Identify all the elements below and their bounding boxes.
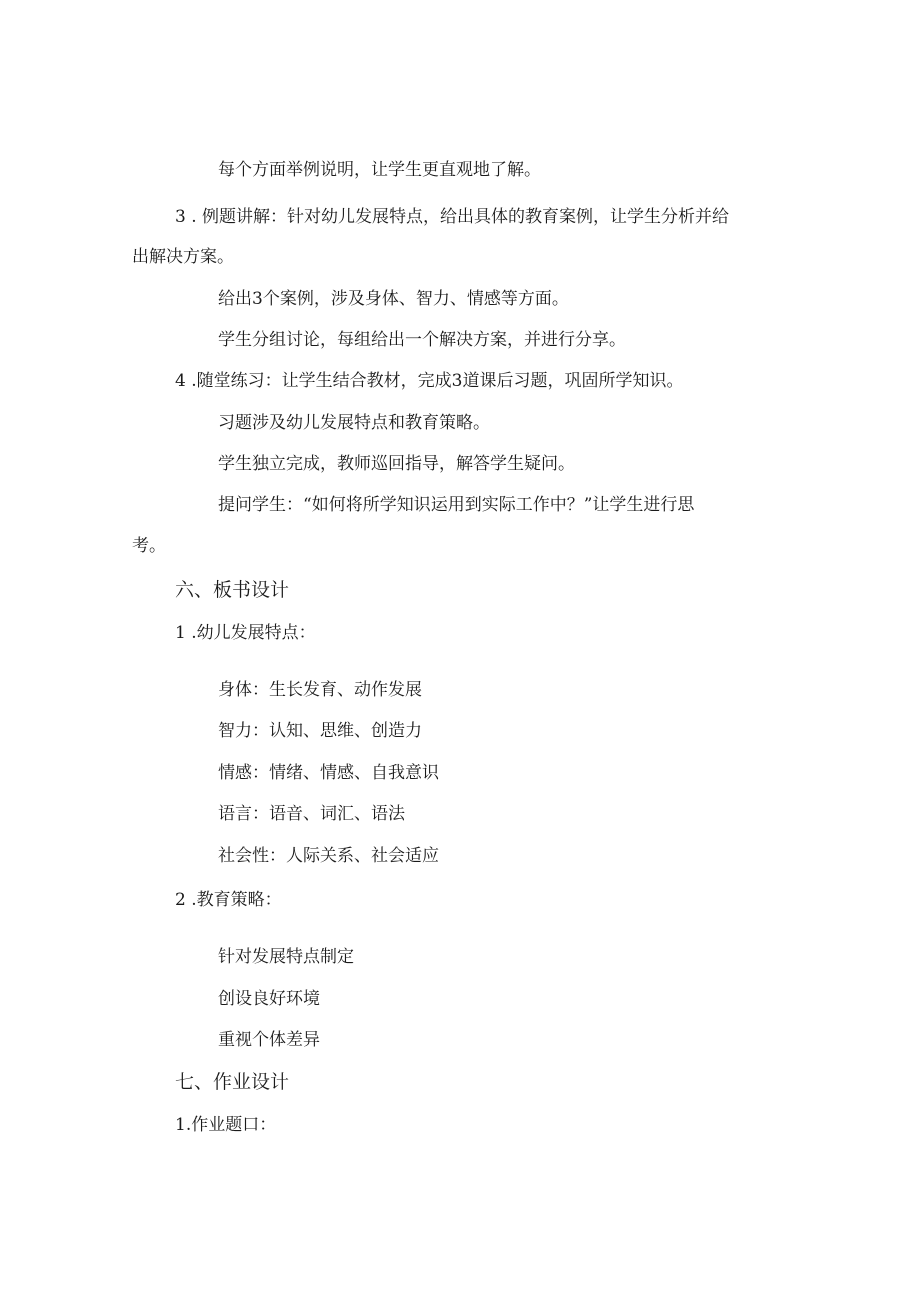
homework-item-1: 1.作业题口： bbox=[175, 1115, 277, 1135]
trait-language: 语言：语音、词汇、语法 bbox=[218, 804, 405, 824]
item-4-line: 4 .随堂练习：让学生结合教材，完成3道课后习题，巩固所学知识。 bbox=[175, 371, 684, 391]
strategy-3: 重视个体差异 bbox=[218, 1030, 320, 1050]
item-3-line-1: 3 . 例题讲解：针对幼儿发展特点，给出具体的教育案例，让学生分析并给 bbox=[175, 207, 730, 227]
trait-body: 身体：生长发育、动作发展 bbox=[218, 680, 422, 700]
board-item-2: 2 .教育策略： bbox=[175, 890, 282, 910]
item-3-sub-2: 学生分组讨论，每组给出一个解决方案，并进行分享。 bbox=[218, 330, 626, 350]
question-line-2: 考。 bbox=[132, 536, 166, 556]
question-line-1: 提问学生：“如何将所学知识运用到实际工作中？”让学生进行思 bbox=[218, 495, 695, 515]
paragraph-example-intro: 每个方面举例说明，让学生更直观地了解。 bbox=[218, 160, 541, 180]
trait-emotion: 情感：情绪、情感、自我意识 bbox=[218, 763, 439, 783]
item-4-sub-1: 习题涉及幼儿发展特点和教育策略。 bbox=[218, 413, 490, 433]
trait-intellect: 智力：认知、思维、创造力 bbox=[218, 721, 422, 741]
strategy-2: 创设良好环境 bbox=[218, 989, 320, 1009]
trait-social: 社会性：人际关系、社会适应 bbox=[218, 846, 439, 866]
item-3-line-2: 出解决方案。 bbox=[132, 247, 234, 267]
item-4-sub-2: 学生独立完成，教师巡回指导，解答学生疑问。 bbox=[218, 454, 575, 474]
item-3-sub-1: 给出3个案例，涉及身体、智力、情感等方面。 bbox=[218, 289, 569, 309]
board-item-1: 1 .幼儿发展特点： bbox=[175, 623, 316, 643]
section-6-title: 六、板书设计 bbox=[175, 579, 290, 601]
section-7-title: 七、作业设计 bbox=[175, 1071, 290, 1093]
strategy-1: 针对发展特点制定 bbox=[218, 947, 354, 967]
